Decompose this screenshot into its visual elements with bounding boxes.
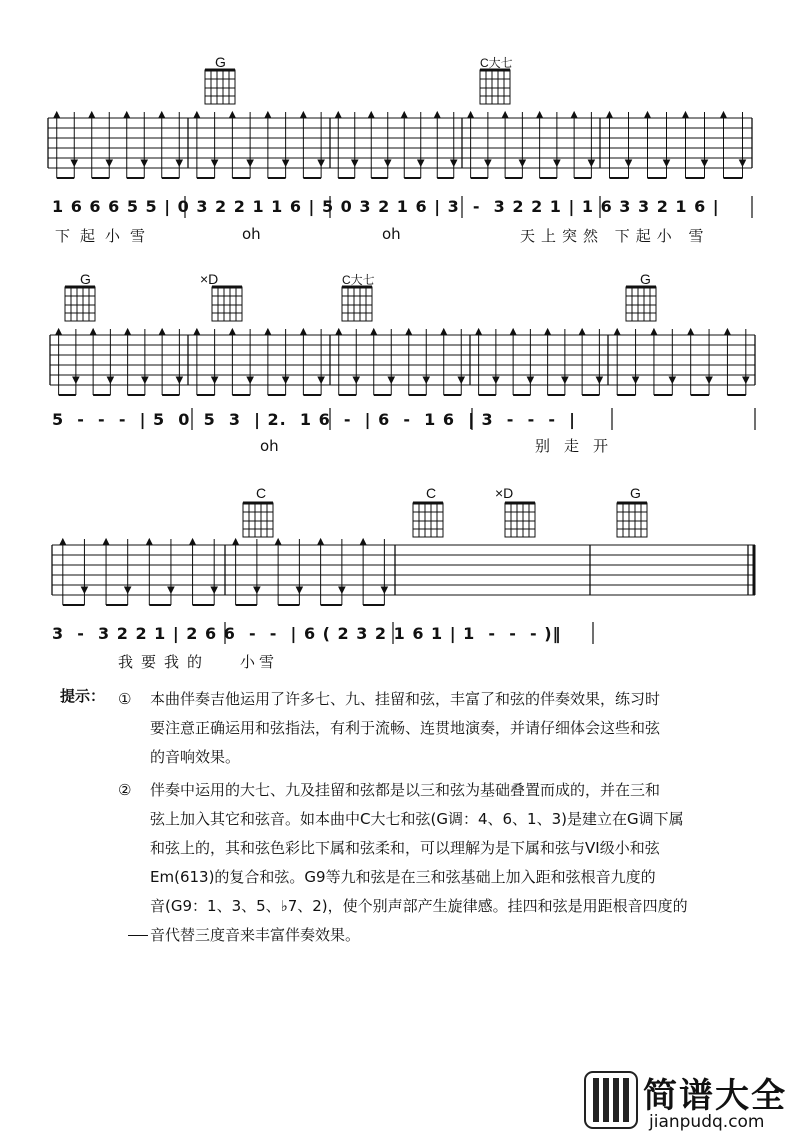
jianpu-numbers: 5 - - - | 5 0 5 3 | 2. 1 6 - | 6 - 1 6 | 3 - - - | xyxy=(52,410,576,429)
system-2 xyxy=(0,265,800,475)
strum-arrow xyxy=(571,112,577,118)
strum-arrow xyxy=(335,112,341,118)
system-1 xyxy=(0,0,800,250)
strum-arrow xyxy=(645,112,651,118)
divider xyxy=(128,935,148,936)
chord-name: G xyxy=(80,271,91,287)
strum-arrow xyxy=(265,112,271,118)
tab-lines xyxy=(48,118,752,168)
strum-arrow xyxy=(318,160,324,166)
strum-arrow xyxy=(89,112,95,118)
strum-arrow xyxy=(275,539,281,545)
strum-arrow xyxy=(458,377,464,383)
strum-arrow xyxy=(706,377,712,383)
strum-arrow xyxy=(54,112,60,118)
staff-2 xyxy=(0,265,800,475)
strum-arrow xyxy=(721,112,727,118)
strum-arrow xyxy=(336,329,342,335)
strum-arrow xyxy=(683,112,689,118)
chord-name: ×D xyxy=(200,271,219,287)
chord-diagram-g xyxy=(205,70,235,104)
strum-arrow xyxy=(441,329,447,335)
chord-name: G xyxy=(630,485,641,501)
strum-arrow xyxy=(254,587,260,593)
strum-arrow xyxy=(468,112,474,118)
strum-arrow xyxy=(159,329,165,335)
lyric: oh xyxy=(242,225,261,243)
strum-arrow xyxy=(502,112,508,118)
strum-arrow xyxy=(247,377,253,383)
strum-arrow xyxy=(596,377,602,383)
chord-diagram-g xyxy=(626,287,656,321)
strum-arrow xyxy=(451,160,457,166)
tip-line: 音(G9：1、3、5、♭7、2)，使个别声部产生旋律感。挂四和弦是用距根音四度的 xyxy=(150,897,688,915)
strum-arrow xyxy=(562,377,568,383)
strum-arrow xyxy=(211,587,217,593)
strum-arrow xyxy=(381,587,387,593)
strum-arrow xyxy=(125,329,131,335)
chord-diagram-g xyxy=(65,287,95,321)
strum-arrow xyxy=(71,160,77,166)
strum-arrow xyxy=(406,329,412,335)
strum-arrow xyxy=(579,329,585,335)
strum-arrow xyxy=(318,377,324,383)
strum-arrow xyxy=(669,377,675,383)
strum-arrow xyxy=(159,112,165,118)
barlines xyxy=(48,118,752,168)
lyric: 小雪 xyxy=(240,653,279,671)
tip-line: 音代替三度音来丰富伴奏效果。 xyxy=(150,926,361,944)
strum-arrow xyxy=(194,112,200,118)
strum-arrow xyxy=(106,160,112,166)
chord-diagram-cmaj7 xyxy=(342,287,372,321)
strum-arrow xyxy=(664,160,670,166)
strum-arrow xyxy=(283,377,289,383)
strum-arrow xyxy=(90,329,96,335)
tip-line: 的音响效果。 xyxy=(150,748,241,766)
strum-arrow xyxy=(229,112,235,118)
strum-arrow xyxy=(651,329,657,335)
tip-marker: ① xyxy=(118,690,132,708)
chord-name: ×D xyxy=(495,485,514,501)
strum-arrow xyxy=(212,160,218,166)
chord-diagram-c xyxy=(413,503,443,537)
lyric: oh xyxy=(260,437,279,455)
chord-name: C xyxy=(256,485,267,501)
strum-arrow xyxy=(385,160,391,166)
barlines xyxy=(50,335,755,385)
strum-arrow xyxy=(339,587,345,593)
staff-3 xyxy=(0,485,800,675)
piano-keys-icon xyxy=(583,1070,639,1130)
strum-arrow xyxy=(740,160,746,166)
strum-arrow xyxy=(73,377,79,383)
site-logo xyxy=(583,1068,793,1134)
strum-arrow xyxy=(229,329,235,335)
tip-line: 要注意正确运用和弦指法，有利于流畅、连贯地演奏，并请仔细体会这些和弦 xyxy=(150,719,661,737)
strum-arrow xyxy=(485,160,491,166)
chord-name: G xyxy=(640,271,651,287)
strum-arrow xyxy=(418,160,424,166)
strum-arrow xyxy=(141,160,147,166)
strum-arrow xyxy=(283,160,289,166)
strum-arrow xyxy=(545,329,551,335)
tip-line: 伴奏中运用的大七、九及挂留和弦都是以三和弦为基础叠置而成的，并在三和 xyxy=(150,781,661,799)
chord-diagram-d xyxy=(505,503,535,537)
strum-arrow xyxy=(743,377,749,383)
lyric: 天上突然 下起小 雪 xyxy=(520,227,710,245)
strum-arrow xyxy=(360,539,366,545)
strum-arrow xyxy=(318,539,324,545)
barlines xyxy=(52,545,754,595)
strum-arrow xyxy=(519,160,525,166)
tip-line: 本曲伴奏吉他运用了许多七、九、挂留和弦，丰富了和弦的伴奏效果，练习时 xyxy=(150,690,661,708)
chord-name: G xyxy=(215,54,226,70)
strum-arrow xyxy=(247,160,253,166)
strum-arrow xyxy=(493,377,499,383)
tab-lines xyxy=(52,545,755,595)
strum-arrow xyxy=(190,539,196,545)
strum-arrow xyxy=(300,329,306,335)
strum-arrow xyxy=(103,539,109,545)
strum-arrow xyxy=(194,329,200,335)
strum-arrow xyxy=(423,377,429,383)
system-3 xyxy=(0,485,800,675)
chord-diagram-cmaj7 xyxy=(480,70,510,104)
strum-arrow xyxy=(300,112,306,118)
strum-arrow xyxy=(146,539,152,545)
strum-arrow xyxy=(607,112,613,118)
strum-arrow xyxy=(588,160,594,166)
strum-arrow xyxy=(554,160,560,166)
chord-name: C大七 xyxy=(342,273,375,287)
chord-diagram-c xyxy=(243,503,273,537)
strum-arrow xyxy=(688,329,694,335)
strum-arrow xyxy=(702,160,708,166)
strum-arrow xyxy=(233,539,239,545)
strum-arrow xyxy=(60,539,66,545)
jianpu-numbers: 3 - 3 2 2 1 | 2 6 6 - - | 6 ( 2 3 2 1 6 1 | 1 - - - )‖ xyxy=(52,624,562,643)
strum-arrow xyxy=(401,112,407,118)
lyric: 我要我的 xyxy=(118,653,211,671)
jianpu-numbers: 1 6 6 6 5 5 | 0 3 2 2 1 1 6 | 5 0 3 2 1 6 | 3 - 3 2 2 1 | 1 6 3 3 2 1 6 | xyxy=(52,197,720,216)
lyric: 下起小雪 xyxy=(55,227,156,245)
tip-marker: ② xyxy=(118,781,132,799)
tip-line: 和弦上的，其和弦色彩比下属和弦柔和，可以理解为是下属和弦与VI级小和弦 xyxy=(150,839,660,857)
chord-diagram-d xyxy=(212,287,242,321)
strum-arrow xyxy=(537,112,543,118)
strum-arrow xyxy=(176,377,182,383)
strum-arrow xyxy=(176,160,182,166)
strum-arrow xyxy=(212,377,218,383)
strum-arrow xyxy=(168,587,174,593)
logo-title: 简谱大全 xyxy=(643,1076,787,1116)
lyric: 别走开 xyxy=(535,437,623,455)
strum-arrow xyxy=(510,329,516,335)
strum-arrow xyxy=(388,377,394,383)
strum-arrow xyxy=(81,587,87,593)
strum-arrow xyxy=(476,329,482,335)
tip-line: Em(613)的复合和弦。G9等九和弦是在三和弦基础上加入距和弦根音九度的 xyxy=(150,868,656,886)
logo-url: jianpudq.com xyxy=(649,1112,765,1132)
tips-label: 提示： xyxy=(60,687,106,705)
strum-arrow xyxy=(434,112,440,118)
strum-arrow xyxy=(724,329,730,335)
strum-arrow xyxy=(614,329,620,335)
chord-name: C大七 xyxy=(480,56,513,70)
chord-diagram-g xyxy=(617,503,647,537)
strum-arrow xyxy=(371,329,377,335)
lyric: oh xyxy=(382,225,401,243)
strum-arrow xyxy=(626,160,632,166)
strum-arrow xyxy=(527,377,533,383)
strum-arrow xyxy=(142,377,148,383)
strum-arrow xyxy=(633,377,639,383)
strum-arrow xyxy=(125,587,131,593)
chord-name: C xyxy=(426,485,437,501)
tip-line: 弦上加入其它和弦音。如本曲中C大七和弦(G调：4、6、1、3)是建立在G调下属 xyxy=(150,810,684,828)
strum-arrow xyxy=(352,160,358,166)
tab-lines xyxy=(50,335,755,385)
strum-arrow xyxy=(107,377,113,383)
strum-arrow xyxy=(265,329,271,335)
strum-arrow xyxy=(56,329,62,335)
strum-arrow xyxy=(353,377,359,383)
strum-arrow xyxy=(296,587,302,593)
strum-arrow xyxy=(124,112,130,118)
strum-arrow xyxy=(368,112,374,118)
